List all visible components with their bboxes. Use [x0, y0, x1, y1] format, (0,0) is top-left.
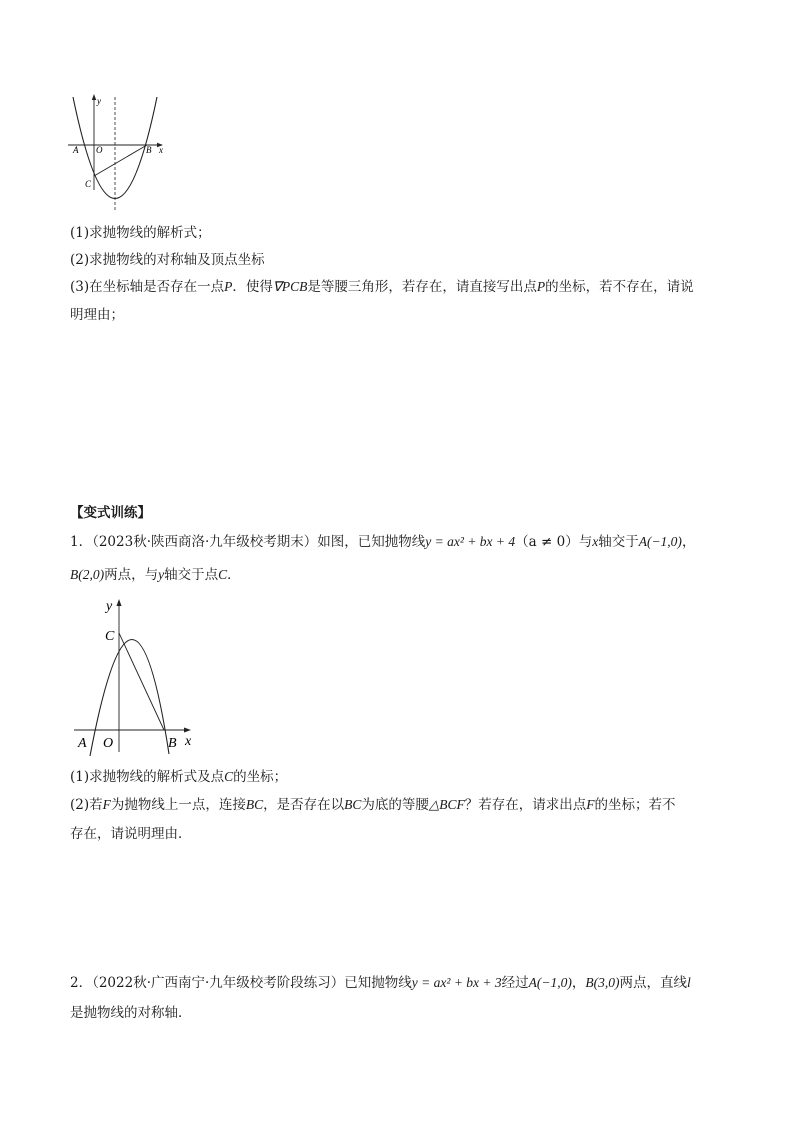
problem-2-line-1 [70, 973, 691, 993]
text: ？若存在，请求出点 [464, 797, 587, 813]
y-axis-arrow [92, 94, 96, 100]
text: (1)求抛物线的解析式及点 [70, 769, 225, 785]
problem-1-question-2-cont: 存在，请说明理由． [70, 826, 192, 842]
text: ，是否存在以 [263, 797, 345, 813]
segment-bc: BC [245, 797, 264, 812]
text: 的坐标；若不 [594, 797, 676, 813]
point-a: A(−1,0) [638, 534, 682, 549]
problem-1-question-1 [70, 767, 287, 787]
text: ， [571, 975, 586, 991]
text: 与 [578, 534, 593, 550]
x-axis-arrow [184, 728, 191, 733]
variant-heading: 【变式训练】 [70, 505, 151, 521]
label-x: x [159, 145, 163, 155]
parabola-curve [90, 639, 169, 756]
point-b: B(3,0) [585, 975, 620, 990]
label-x: x [185, 734, 192, 749]
triangle-bcf: △BCF [428, 797, 465, 812]
text: 经过 [501, 975, 529, 991]
condition: （a ≠ 0） [515, 534, 579, 550]
point-c: C [224, 769, 234, 784]
example-question-3-cont: 明理由； [70, 307, 124, 323]
example-question-1: (1)求抛物线的解析式； [70, 225, 211, 241]
label-c: C [105, 629, 115, 644]
text: 轴交于点 [164, 567, 219, 583]
label-a: A [73, 145, 79, 155]
problem-1-question-2 [70, 795, 676, 815]
text: 两点，直线 [619, 975, 688, 991]
label-o: O [96, 145, 103, 155]
text: (2)若 [70, 797, 103, 813]
label-o: O [103, 736, 114, 751]
example-question-3 [70, 277, 694, 297]
segment-cb [119, 633, 164, 730]
text: 轴交于 [598, 534, 639, 550]
parabola-figure-1 [66, 92, 170, 214]
text: 是等腰三角形，若存在，请直接写出点 [307, 279, 537, 295]
label-a: A [78, 736, 87, 751]
label-b: B [168, 736, 177, 751]
text: 的坐标，若不存在，请说 [545, 279, 694, 295]
text: ． [227, 567, 241, 583]
problem-source: （2022秋·广西南宁·九年级校考阶段练习）已知抛物线 [92, 975, 412, 991]
point-c: C [218, 567, 228, 582]
point-f: F [102, 797, 111, 812]
text: (3)在坐标轴是否存在一点 [70, 279, 225, 295]
problem-2-line-2: 是抛物线的对称轴． [70, 1005, 192, 1021]
equation: y = ax² + bx + 3 [411, 975, 502, 990]
problem-number: 1． [70, 534, 93, 550]
label-y: y [97, 96, 101, 106]
text: 为抛物线上一点，连接 [110, 797, 246, 813]
point-p: P [536, 279, 546, 294]
text: ．使得 [232, 279, 273, 295]
text: ， [681, 534, 696, 550]
x-axis-name: x [592, 534, 599, 549]
point-a: A(−1,0) [528, 975, 572, 990]
line-l: l [687, 975, 691, 990]
equation: y = ax² + bx + 4 [425, 534, 516, 549]
problem-1-line-2 [70, 565, 241, 585]
triangle-pcb: ∇PCB [272, 279, 308, 294]
label-b: B [146, 145, 152, 155]
problem-number: 2． [70, 975, 93, 991]
text: 的坐标； [233, 769, 288, 785]
text: 两点，与 [104, 567, 159, 583]
point-f: F [586, 797, 595, 812]
problem-source: （2023秋·陕西商洛·九年级校考期末）如图，已知抛物线 [92, 534, 426, 550]
label-y: y [106, 599, 113, 614]
y-axis-name: y [158, 567, 165, 582]
problem-1-line-1 [70, 532, 695, 552]
label-c: C [85, 179, 92, 189]
parabola-figure-2 [70, 594, 200, 756]
y-axis-arrow [117, 599, 122, 606]
text: 为底的等腰 [361, 797, 429, 813]
point-p: P [224, 279, 233, 294]
segment-bc: BC [344, 797, 362, 812]
example-question-2: (2)求抛物线的对称轴及顶点坐标 [70, 252, 265, 268]
point-b: B(2,0) [70, 567, 105, 582]
